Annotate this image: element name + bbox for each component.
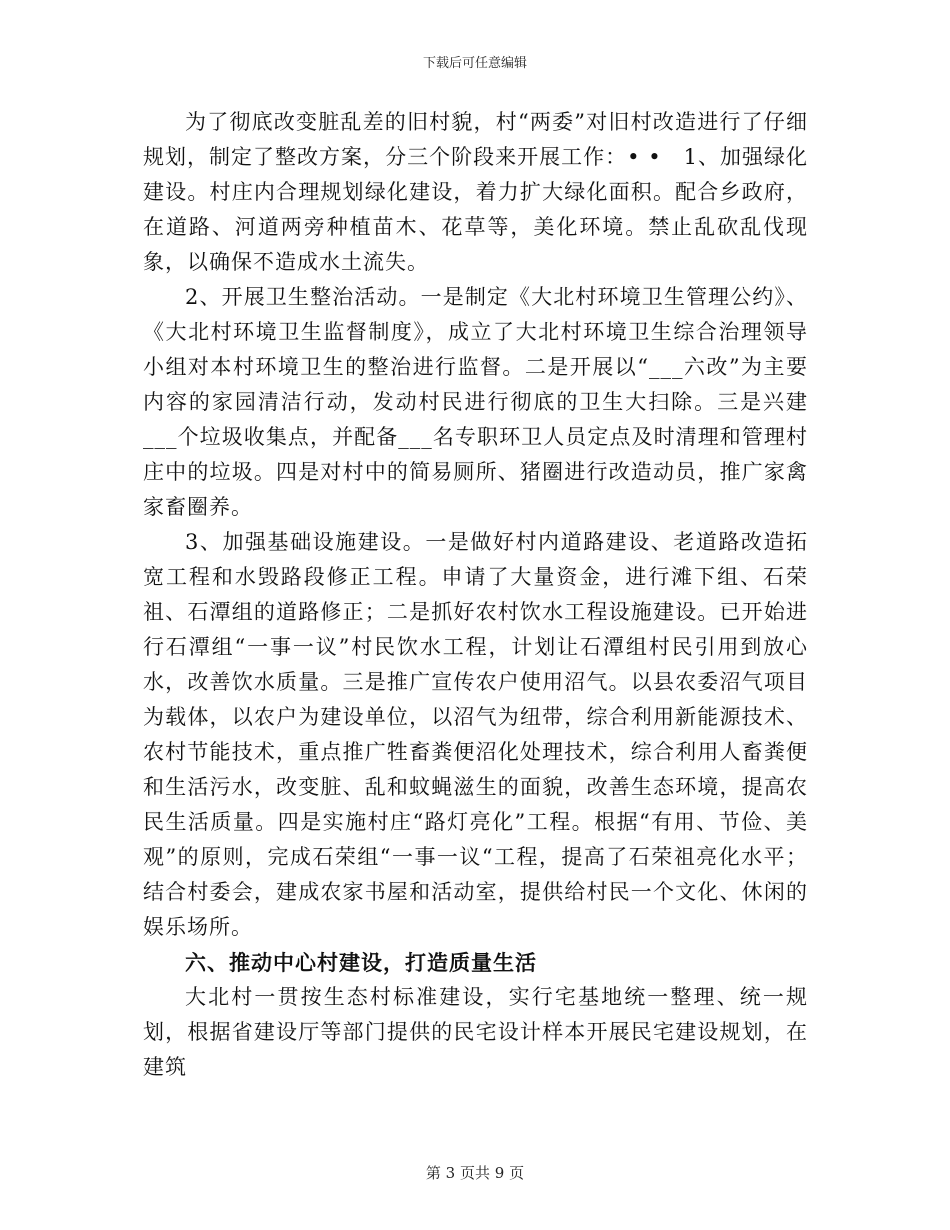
document-body [143, 105, 808, 1085]
paragraph-central-village: 大北村一贯按生态村标准建设，实行宅基地统一整理、统一规划，根据省建设厅等部门提供的民宅设计样本开展民宅建设规划，在建筑 [143, 985, 808, 1079]
paragraph-infrastructure: 3、加强基础设施建设。一是做好村内道路建设、老道路改造拓宽工程和水毁路段修正工程。申请了大量资金，进行滩下组、石荣祖、石潭组的道路修正；二是抓好农村饮水工程设施建设。已开始进行石潭组“一事一议”村民饮水工程，计划让石潭组村民引用到放心水，改善饮水质量。三是推广宣传农户使用沼气。以县农委沼气项目为载体，以农户为建设单位，以沼气为纽带，综合利用新能源技术、农村节能技术，重点推广牲畜粪便沼化处理技术，综合利用人畜粪便和生活污水，改变脏、乱和蚊蝇滋生的面貌，改善生态环境，提高农民生活质量。四是实施村庄“路灯亮化”工程。根据“有用、节俭、美观”的原则，完成石荣组“一事一议“工程，提高了石荣祖亮化水平；结合村委会，建成农家书屋和活动室，提供给村民一个文化、休闲的娱乐场所。 [143, 530, 808, 939]
page-number: 第 3 页共 9 页 [425, 1164, 525, 1182]
paragraph-sanitation: 2、开展卫生整治活动。一是制定《大北村环境卫生管理公约》、《大北村环境卫生监督制度》，成立了大北村环境卫生综合治理领导小组对本村环境卫生的整治进行监督。二是开展以“___六改”为主要内容的家园清洁行动，发动村民进行彻底的卫生大扫除。三是兴建___个垃圾收集点，并配备___名专职环卫人员定点及时清理和管理村庄中的垃圾。四是对村中的简易厕所、猪圈进行改造动员，推广家禽家畜圈养。 [143, 285, 808, 519]
section-heading: 六、推动中心村建设，打造质量生活 [185, 950, 537, 975]
paragraph-renovation-plan: 为了彻底改变脏乱差的旧村貌，村“两委”对旧村改造进行了仔细规划，制定了整改方案，分三个阶段来开展工作：• • 1、加强绿化建设。村庄内合理规划绿化建设，着力扩大绿化面积。配合乡政府，在道路、河道两旁种植苗木、花草等，美化环境。禁止乱砍乱伐现象，以确保不造成水土流失。 [143, 110, 808, 274]
page-header: 下载后可任意编辑 [422, 56, 527, 71]
